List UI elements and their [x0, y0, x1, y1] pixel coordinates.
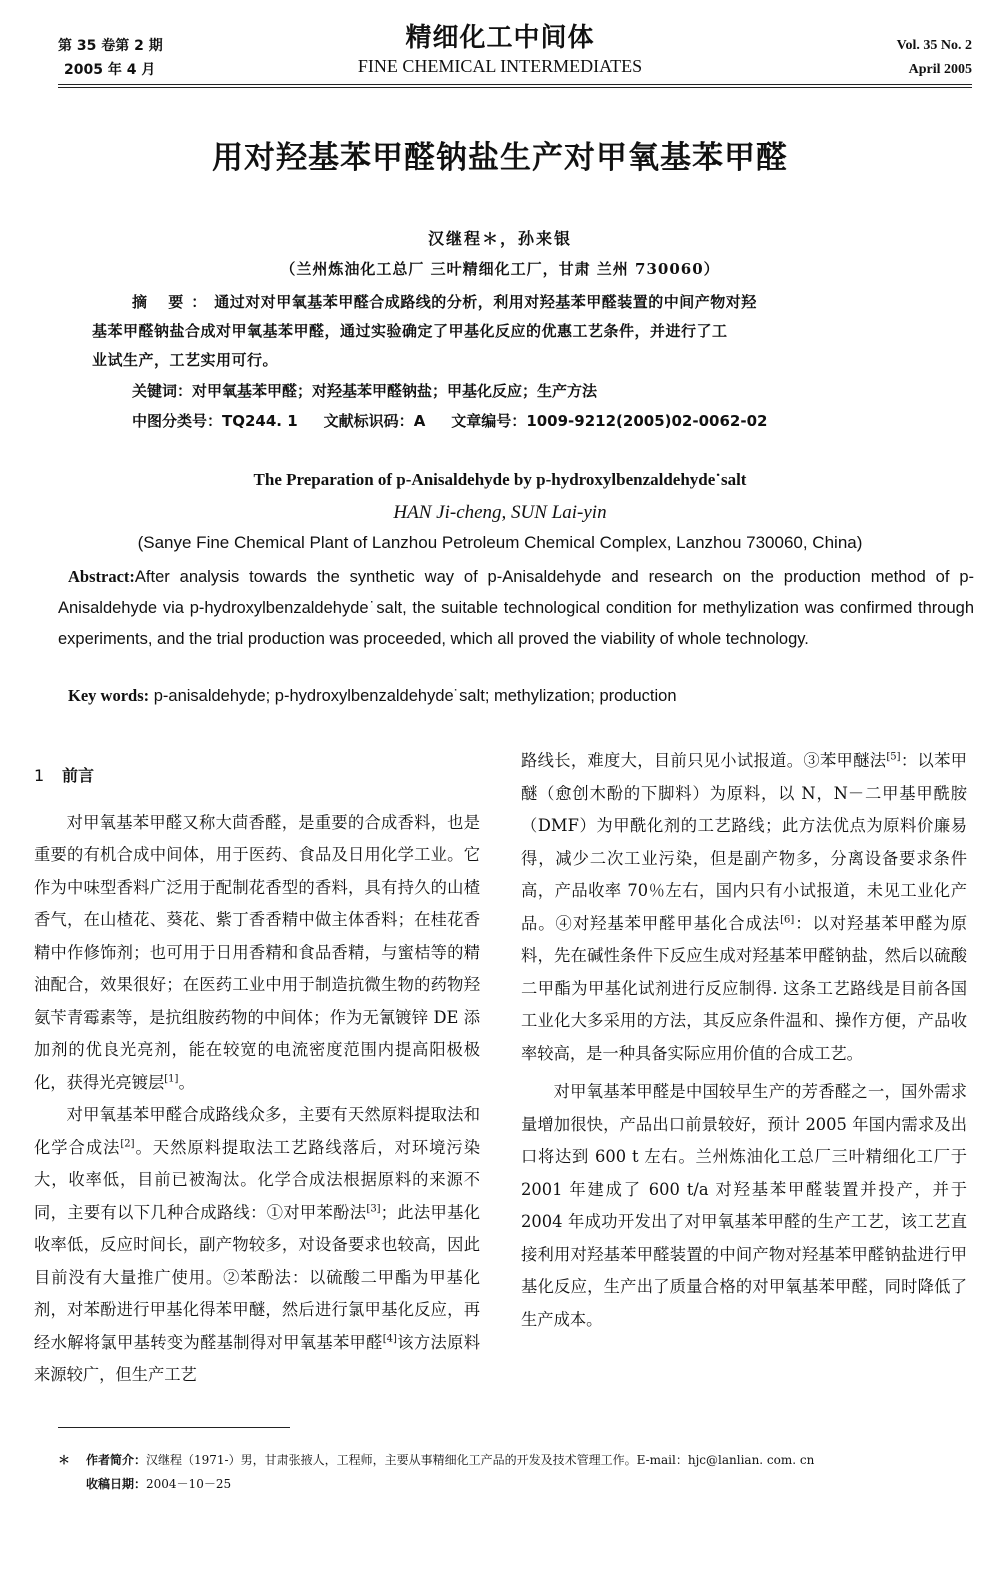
footnote — [58, 1448, 814, 1496]
paragraph — [521, 745, 967, 1070]
citation-ref[interactable]: [2] — [120, 1138, 135, 1150]
abstract-cn — [92, 288, 937, 375]
abstract-cn-line1: 通过对对甲氧基苯甲醛合成路线的分析，利用对羟基苯甲醛装置的中间产物对羟 — [214, 293, 757, 311]
doc-code-label: 文献标识码： — [323, 412, 414, 430]
abstract-en-label: Abstract: — [68, 567, 135, 586]
section-heading — [34, 760, 480, 793]
article-title-en: The Preparation of p-Anisaldehyde by p-hydroxylbenzaldehyde˙salt — [253, 470, 747, 489]
article-number-label: 文章编号： — [451, 412, 527, 430]
received-date-label: 收稿日期： — [86, 1477, 147, 1491]
paragraph: 对甲氧基苯甲醛是中国较早生产的芳香醛之一，国外需求量增加很快，产品出口前景较好，预计 2005 年国内需求及出口将达到 600 t 左右。兰州炼油化工总厂三叶精细化工厂于 2001 年建成了 600 t/a 对羟基苯甲醛装置并投产，并于 2004 年成功开发出了对甲氧基苯甲醛的生产工艺，该工艺直接利用对羟基苯甲醛装置的中间产物对羟基苯甲醛钠盐进行甲基化反应，生产出了质量合格的对甲氧基苯甲醛，同时降低了生产成本。 — [521, 1082, 967, 1329]
keywords-cn-text: 对甲氧基苯甲醛；对羟基苯甲醛钠盐；甲基化反应；生产方法 — [192, 382, 598, 400]
journal-name-cn: 精细化工中间体 — [405, 23, 595, 53]
abstract-en-text: After analysis towards the synthetic way of p-Anisaldehyde and research on the production method of p-Anisaldehyde via p-hydroxylbenzaldehyde˙salt, the suitable technological condition for methylization was confirmed through experiments, and the trial production was proceeded, which all proved the viability of whole technology. — [58, 568, 974, 648]
classification-line — [132, 407, 767, 435]
clc-value: TQ244. 1 — [222, 412, 298, 430]
footnote-marker: ＊ — [58, 1453, 71, 1467]
paragraph-text: 。 — [178, 1072, 195, 1092]
affiliation-en: (Sanye Fine Chemical Plant of Lanzhou Petroleum Chemical Complex, Lanzhou 730060, China) — [137, 533, 863, 552]
paragraph-text: 对甲氧基苯甲醛又称大茴香醛，是重要的合成香料，也是重要的有机合成中间体，用于医药、食品及日用化学工业。它作为中味型香料广泛用于配制花香型的香料，具有持久的山楂香气，在山楂花、葵花、紫丁香香精中做主体香料；在桂花香精中作修饰剂；也可用于日用香精和食品香精，与蜜桔等的精油配合，效果很好；在医药工业中用于制造抗微生物的药物羟氨苄青霉素等，是抗组胺药物的中间体；作为无氰镀锌 DE 添加剂的优良光亮剂，能在较宽的电流密度范围内提高阳极极化，获得光亮镀层 — [34, 812, 480, 1092]
journal-name — [320, 22, 680, 78]
section-number: 1 — [34, 766, 45, 785]
journal-name-en: FINE CHEMICAL INTERMEDIATES — [357, 56, 643, 76]
paragraph-text: 。天然原料提取法工艺路线落后，对环境污染大，收率低，目前已被淘汰。化学合成法根据原料的来源不同，主要有以下几种合成路线：①对甲苯酚法 — [34, 1137, 480, 1222]
clc-label: 中图分类号： — [132, 412, 223, 430]
volume-issue-cn: 第 35 卷第 2 期 — [58, 38, 163, 54]
paragraph — [34, 1099, 480, 1392]
issue-date-en: April 2005 — [908, 62, 972, 77]
citation-ref[interactable]: [5] — [886, 751, 901, 763]
author-bio-text: 汉继程（1971-）男，甘肃张掖人，工程师，主要从事精细化工产品的开发及技术管理工作。E-mail：hjc@lanlian. com. cn — [146, 1453, 815, 1467]
paragraph — [34, 807, 480, 1100]
paragraph-text: ；此法甲基化收率低，反应时间长，副产物较多，对设备要求也较高，因此目前没有大量推广使用。②苯酚法：以硫酸二甲酯为甲基化剂，对苯酚进行甲基化得苯甲醚，然后进行氯甲基化反应，再经水解将氯甲基转变为醛基制得对甲氧基苯甲醛 — [34, 1202, 480, 1352]
keywords-en — [68, 686, 677, 706]
citation-ref[interactable]: [4] — [382, 1333, 397, 1345]
issue-date-cn: 2005 年 4 月 — [64, 62, 156, 78]
keywords-en-text: p-anisaldehyde; p-hydroxylbenzaldehyde˙salt; methylization; production — [153, 687, 677, 705]
doc-code-value: A — [413, 412, 426, 430]
paragraph-text: 路线长，难度大，目前只见小试报道。③苯甲醚法 — [521, 751, 887, 770]
volume-issue-en: Vol. 35 No. 2 — [896, 38, 972, 53]
author-bio — [58, 1448, 814, 1472]
authors-cn: 汉继程＊，孙来银 — [427, 229, 572, 248]
abstract-cn-label: 摘 要： — [132, 293, 215, 311]
issue-info-en — [897, 34, 972, 82]
authors-en: HAN Ji-cheng, SUN Lai-yin — [393, 502, 607, 523]
citation-ref[interactable]: [1] — [164, 1073, 179, 1085]
citation-ref[interactable]: [6] — [780, 914, 795, 926]
issue-info-cn — [58, 34, 163, 82]
author-bio-label: 作者简介： — [86, 1453, 147, 1467]
abstract-cn-line2: 基苯甲醛钠盐合成对甲氧基苯甲醛，通过实验确定了甲基化反应的优惠工艺条件，并进行了工 — [92, 322, 728, 340]
body-column-left — [34, 748, 480, 1392]
section-title: 前言 — [62, 766, 95, 785]
footnote-rule — [58, 1427, 290, 1428]
keywords-en-label: Key words: — [68, 686, 150, 705]
paragraph-text: ：以对羟基苯甲醛为原料，先在碱性条件下反应生成对羟基苯甲醛钠盐，然后以硫酸二甲酯为甲基化试剂进行反应制得. 这条工艺路线是目前各国工业化大多采用的方法，其反应条件温和、操作方便，产品收率较高，是一种具备实际应用价值的合成工艺。 — [521, 913, 967, 1063]
abstract-en — [58, 561, 974, 655]
paragraph-text: 该方法原料来源较广，但生产工艺 — [34, 1332, 480, 1384]
received-date — [58, 1472, 814, 1496]
article-title-cn: 用对羟基苯甲醛钠盐生产对甲氧基苯甲醛 — [212, 140, 788, 176]
article-number-value: 1009-9212(2005)02-0062-02 — [526, 412, 768, 430]
header-rule — [58, 84, 972, 88]
affiliation-cn: （兰州炼油化工总厂 三叶精细化工厂，甘肃 兰州 730060） — [280, 260, 720, 278]
paragraph-text: 对甲氧基苯甲醛合成路线众多，主要有天然原料提取法和化学合成法 — [34, 1105, 480, 1157]
received-date-value: 2004－10－25 — [146, 1477, 232, 1491]
paragraph-text: ：以苯甲醚（愈创木酚的下脚料）为原料，以 N，N－二甲基甲酰胺（DMF）为甲酰化剂的工艺路线；此方法优点为原料价廉易得，减少二次工业污染，但是副产物多，分离设备要求条件高，产品收率 70％左右，国内只有小试报道，未见工业化产品。④对羟基苯甲醛甲基化合成法 — [521, 751, 967, 933]
abstract-cn-line3: 业试生产，工艺实用可行。 — [92, 351, 279, 369]
keywords-cn-label: 关键词： — [132, 382, 193, 400]
citation-ref[interactable]: [3] — [366, 1203, 381, 1215]
body-column-right — [521, 745, 967, 1336]
keywords-cn — [132, 377, 597, 405]
